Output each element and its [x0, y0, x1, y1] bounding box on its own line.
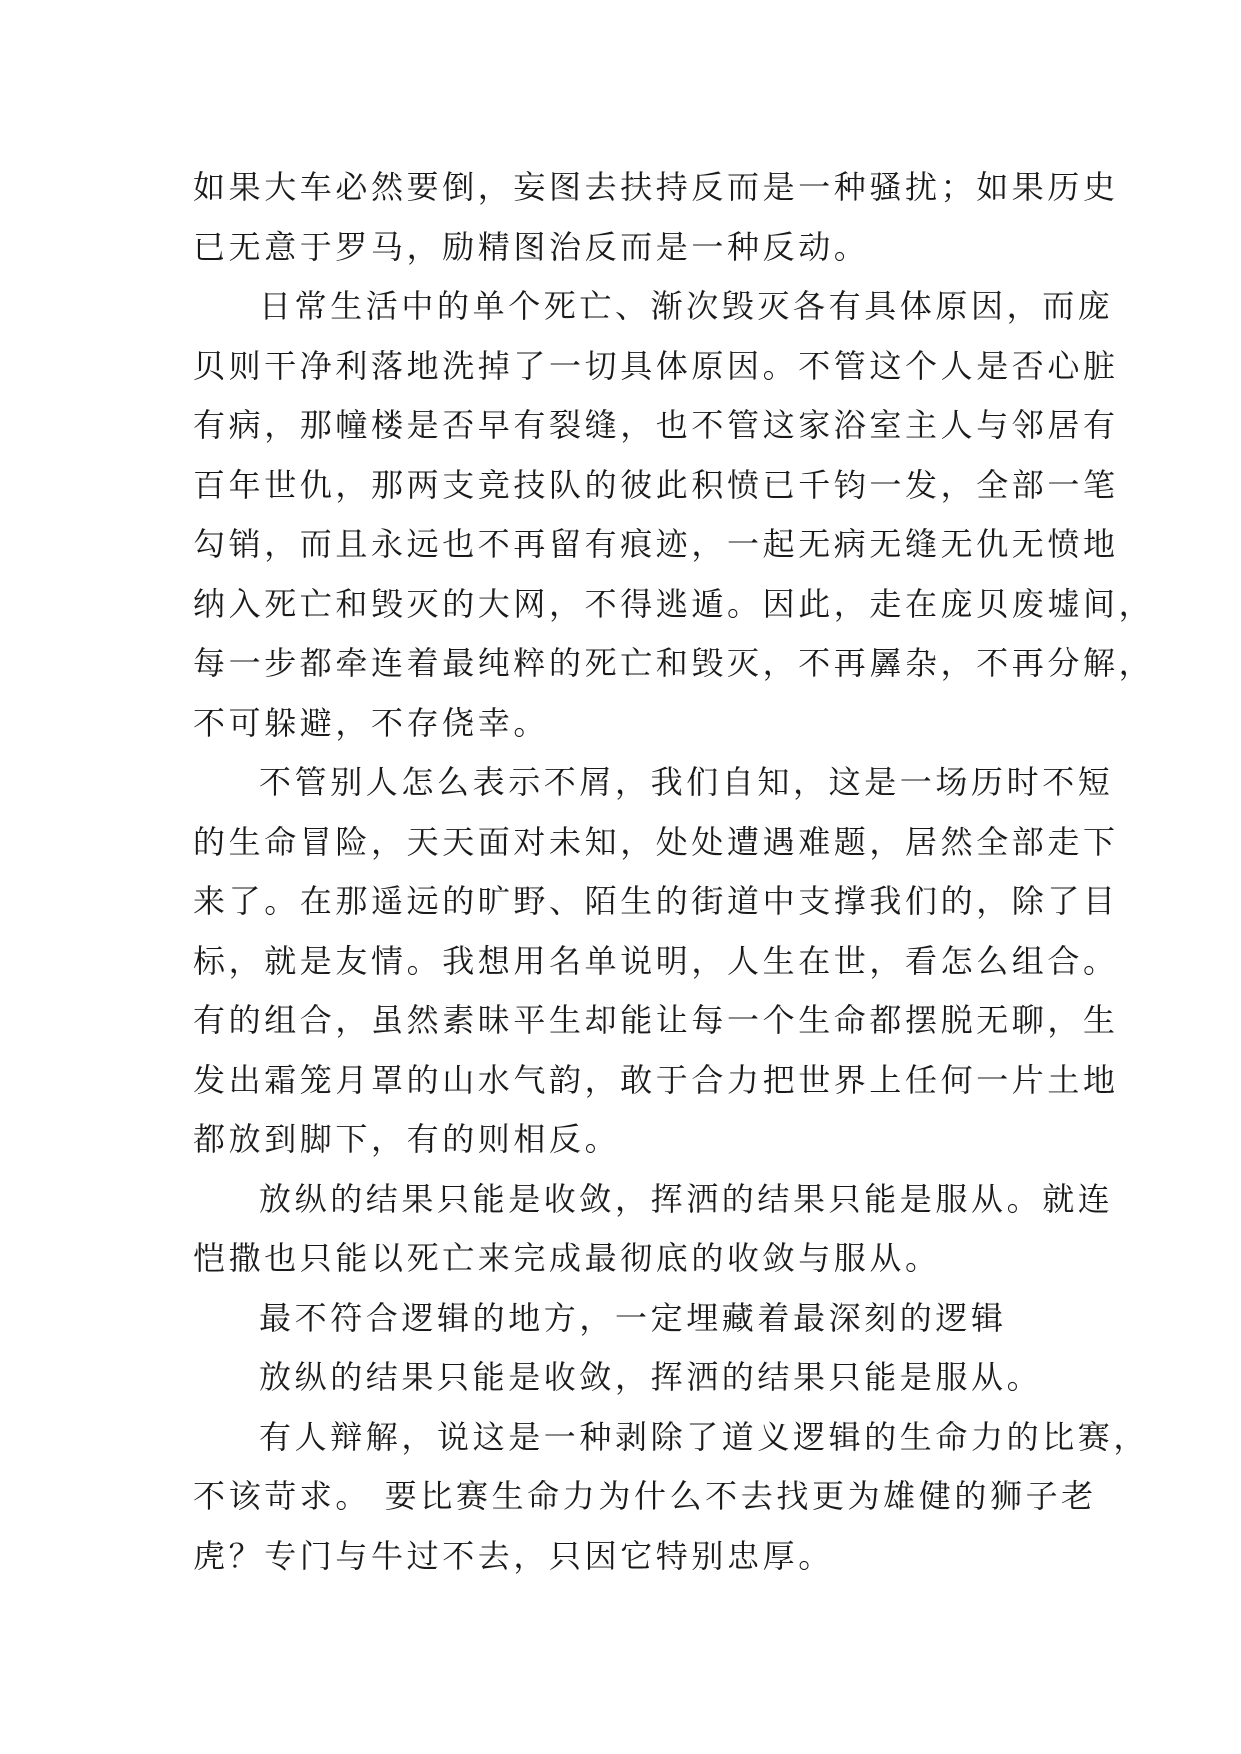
text-line: 不可躲避，不存侥幸。	[193, 703, 550, 742]
text-line: 发出霜笼月罩的山水气韵，敢于合力把世界上任何一片土地	[193, 1060, 1119, 1099]
text-line: 放纵的结果只能是收敛，挥洒的结果只能是服从。就连	[259, 1179, 1114, 1218]
text-line: 都放到脚下，有的则相反。	[193, 1120, 621, 1158]
text-line: 不该苛求。 要比赛生命力为什么不去找更为雄健的狮子老	[193, 1477, 1097, 1515]
text-line: 标，就是友情。我想用名单说明，人生在世，看怎么组合。	[193, 941, 1119, 980]
text-line: 来了。在那遥远的旷野、陌生的街道中支撑我们的，除了目	[193, 882, 1119, 920]
text-line: 放纵的结果只能是收敛，挥洒的结果只能是服从。	[259, 1358, 1043, 1396]
text-line: 贝则干净利落地洗掉了一切具体原因。不管这个人是否心脏	[193, 346, 1119, 385]
text-line: 的生命冒险，天天面对未知，处处遭遇难题，居然全部走下	[193, 822, 1119, 861]
text-line: 虎？专门与牛过不去，只因它特别忠厚。	[193, 1536, 834, 1575]
text-line: 有病，那幢楼是否早有裂缝，也不管这家浴室主人与邻居有	[193, 406, 1119, 444]
text-line: 有的组合，虽然素昧平生却能让每一个生命都摆脱无聊，生	[193, 1001, 1119, 1039]
text-line: 有人辩解，说这是一种剥除了道义逻辑的生命力的比赛，	[259, 1417, 1150, 1456]
text-line: 勾销，而且永远也不再留有痕迹，一起无病无缝无仇无愤地	[193, 525, 1119, 563]
body-text	[193, 158, 1155, 1586]
text-line: 如果大车必然要倒，妄图去扶持反而是一种骚扰；如果历史	[193, 168, 1119, 206]
text-line: 恺撒也只能以死亡来完成最彻底的收敛与服从。	[193, 1239, 941, 1277]
text-line: 每一步都牵连着最纯粹的死亡和毁灭，不再羼杂，不再分解，	[193, 644, 1155, 682]
text-line: 日常生活中的单个死亡、渐次毁灭各有具体原因，而庞	[259, 287, 1114, 325]
text-line: 纳入死亡和毁灭的大网，不得逃遁。因此，走在庞贝废墟间，	[193, 584, 1155, 623]
text-line: 百年世仇，那两支竞技队的彼此积愤已千钧一发，全部一笔	[193, 465, 1119, 504]
text-line: 已无意于罗马，励精图治反而是一种反动。	[193, 227, 870, 266]
text-line: 最不符合逻辑的地方，一定埋藏着最深刻的逻辑	[259, 1298, 1007, 1337]
text-line: 不管别人怎么表示不屑，我们自知，这是一场历时不短	[259, 763, 1114, 801]
